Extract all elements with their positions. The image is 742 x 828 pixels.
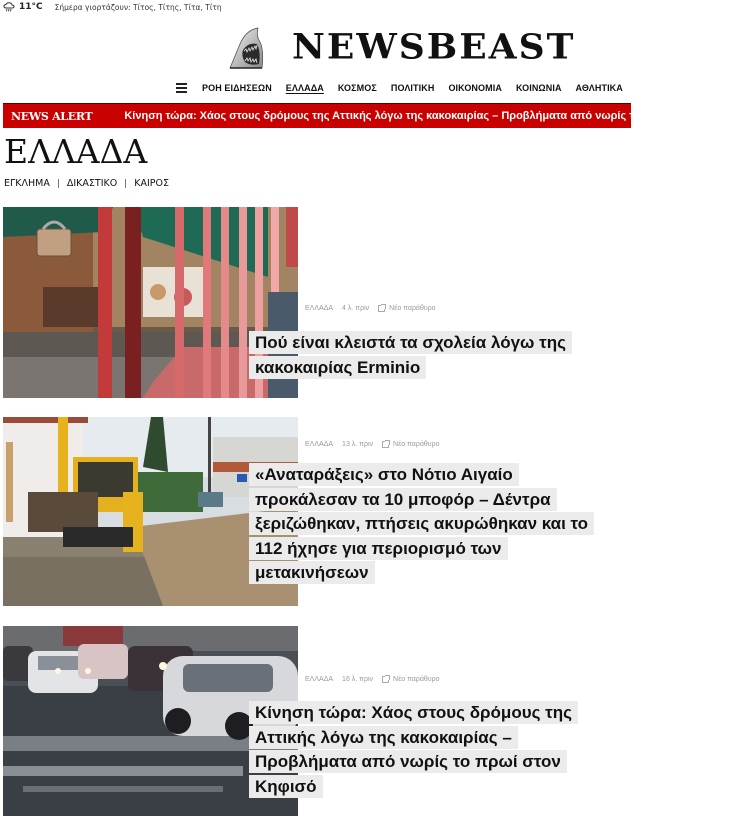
nav-item-koinonia[interactable]: ΚΟΙΝΩΝΙΑ [515,83,562,93]
article-meta [305,676,439,683]
nameday-text: Σήμερα γιορτάζουν: Τίτος, Τίτης, Τίτα, Τίτη [54,2,222,12]
article-meta [305,441,439,448]
subcategory-egklima[interactable]: ΕΓΚΛΗΜΑ [4,178,50,189]
new-window-label: Νέο παράθυρο [393,676,440,683]
article-card [3,626,631,817]
site-logo[interactable] [226,24,575,70]
logo-text: NEWSBEAST [292,27,576,67]
subcategory-dikastiko[interactable]: ΔΙΚΑΣΤΙΚΟ [66,178,118,189]
news-alert-link[interactable]: Κίνηση τώρα: Χάος στους δρόμους της Αττικής λόγω της κακοκαιρίας – Προβλήματα από νωρίς το πρωί στον Κηφισό [124,110,742,122]
nav-item-kosmos[interactable]: ΚΟΣΜΟΣ [337,83,377,93]
shark-icon [226,24,266,70]
divider [125,179,126,188]
article-title-text: Πού είναι κλειστά τα σχολεία λόγω της κακοκαιρίας Erminio [249,331,572,379]
article-time: 4 λ. πριν [342,305,370,312]
top-bar [0,0,631,14]
news-alert-bar [3,103,742,128]
subcategory-nav [4,178,169,189]
article-meta [305,305,436,312]
new-window-label: Νέο παράθυρο [389,305,436,312]
article-category[interactable]: ΕΛΛΑΔΑ [305,676,334,683]
article-card [3,207,631,399]
hamburger-icon[interactable] [176,83,187,93]
article-card [3,417,631,607]
main-nav [176,81,637,95]
cloud-rain-icon [3,2,15,12]
nav-item-roh-eidhseon[interactable]: ΡΟΗ ΕΙΔΗΣΕΩΝ [202,83,272,93]
page-title: ΕΛΛΑΔΑ [4,132,148,171]
article-category[interactable]: ΕΛΛΑΔΑ [305,305,334,312]
external-link-icon [382,676,389,683]
article-title[interactable] [249,463,619,586]
article-title[interactable] [249,331,589,380]
new-window-link[interactable] [378,305,435,312]
new-window-label: Νέο παράθυρο [393,441,440,448]
article-time: 13 λ. πριν [342,441,374,448]
external-link-icon [382,441,389,448]
external-link-icon [378,305,385,312]
news-alert-label: NEWS ALERT [11,109,93,123]
article-title-text: «Αναταράξεις» στο Νότιο Αιγαίο προκάλεσαν τα 10 μποφόρ – Δέντρα ξεριζώθηκαν, πτήσεις ακυρώθηκαν και το 112 ήχησε για περιορισμό των μετακινήσεων [249,463,594,584]
subcategory-kairos[interactable]: ΚΑΙΡΟΣ [134,178,169,189]
article-time: 16 λ. πριν [342,676,374,683]
article-category[interactable]: ΕΛΛΑΔΑ [305,441,334,448]
divider [58,179,59,188]
new-window-link[interactable] [382,441,439,448]
temperature: 11°C [19,2,43,12]
nav-item-politiki[interactable]: ΠΟΛΙΤΙΚΗ [390,83,435,93]
article-title[interactable] [249,701,599,799]
article-title-text: Κίνηση τώρα: Χάος στους δρόμους της Αττικής λόγω της κακοκαιρίας – Προβλήματα από νωρίς το πρωί στον Κηφισό [249,701,578,798]
nav-item-athlitika[interactable]: ΑΘΛΗΤΙΚΑ [575,83,623,93]
new-window-link[interactable] [382,676,439,683]
nav-item-ellada[interactable]: ΕΛΛΑΔΑ [285,83,324,93]
nav-item-oikonomia[interactable]: ΟΙΚΟΝΟΜΙΑ [448,83,502,93]
